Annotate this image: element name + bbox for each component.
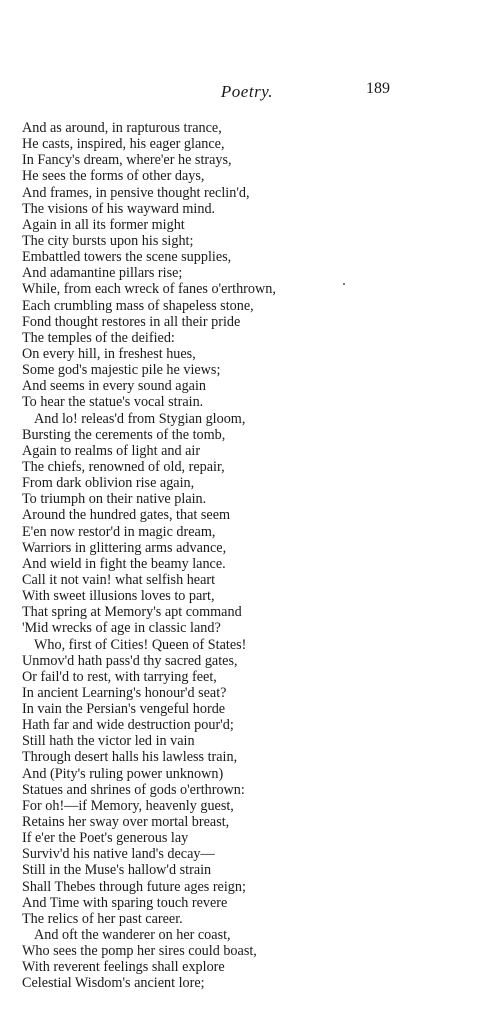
poem-line: And (Pity's ruling power unknown): [22, 765, 224, 782]
poem-line: And lo! releas'd from Stygian gloom,: [34, 410, 246, 427]
poem-line: The relics of her past career.: [22, 910, 183, 927]
poem-line: Embattled towers the scene supplies,: [22, 249, 232, 266]
poem-line: Or fail'd to rest, with tarrying feet,: [22, 668, 217, 685]
poem-line: Call it not vain! what selfish heart: [22, 571, 216, 588]
poem-line: Again in all its former might: [22, 216, 185, 233]
poem-line: With reverent feelings shall explore: [22, 959, 225, 976]
poem-line: Each crumbling mass of shapeless stone,: [22, 297, 254, 314]
poem-line: And wield in fight the beamy lance.: [22, 555, 226, 572]
poem-line: In vain the Persian's vengeful horde: [22, 701, 226, 718]
poem-line: Surviv'd his native land's decay—: [22, 846, 215, 863]
poem-line: The city bursts upon his sight;: [22, 232, 194, 249]
poem-line: 'Mid wrecks of age in classic land?: [22, 620, 221, 637]
poem-line: Unmov'd hath pass'd thy sacred gates,: [22, 652, 238, 669]
poem-line: Hath far and wide destruction pour'd;: [22, 717, 234, 734]
poem-line: The chiefs, renowned of old, repair,: [22, 458, 225, 475]
poem-line: In Fancy's dream, where'er he strays,: [22, 152, 232, 169]
poem-line: While, from each wreck of fanes o'erthrown,: [22, 281, 276, 298]
poem-line: To triumph on their native plain.: [22, 491, 207, 508]
poem-text: [22, 120, 462, 992]
poem-line: And Time with sparing touch revere: [22, 894, 228, 911]
poem-line: To hear the statue's vocal strain.: [22, 394, 204, 411]
poem-line: And oft the wanderer on her coast,: [34, 927, 231, 944]
poem-line: Fond thought restores in all their pride: [22, 313, 241, 330]
poem-line: E'en now restor'd in magic dream,: [22, 523, 216, 540]
poem-line: Statues and shrines of gods o'erthrown:: [22, 781, 245, 798]
poem-line: On every hill, in freshest hues,: [22, 345, 196, 362]
poem-line: If e'er the Poet's generous lay: [22, 830, 189, 847]
poem-line: And as around, in rapturous trance,: [22, 120, 222, 136]
running-title: Poetry.: [220, 82, 274, 101]
poem-line: Through desert halls his lawless train,: [22, 749, 238, 766]
page-number: 189: [366, 80, 390, 97]
poem-line: Retains her sway over mortal breast,: [22, 814, 230, 831]
poem-line: The temples of the deified:: [22, 329, 175, 346]
poem-line: For oh!—if Memory, heavenly guest,: [22, 797, 234, 814]
poem-line: The visions of his wayward mind.: [22, 200, 216, 217]
poem-line: And seems in every sound again: [22, 378, 207, 395]
poem-line: And adamantine pillars rise;: [22, 265, 183, 282]
ink-speck: [343, 283, 345, 285]
poem-line: Around the hundred gates, that seem: [22, 507, 231, 524]
poem-line: Celestial Wisdom's ancient lore;: [22, 975, 205, 992]
poem-line: From dark oblivion rise again,: [22, 475, 195, 492]
poem-line: In ancient Learning's honour'd seat?: [22, 684, 227, 701]
poem-line: Warriors in glittering arms advance,: [22, 539, 227, 556]
poem-line: Still hath the victor led in vain: [22, 733, 195, 750]
poem-line: Some god's majestic pile he views;: [22, 362, 221, 379]
poem-line: And frames, in pensive thought reclin'd,: [22, 184, 250, 201]
poem-line: Bursting the cerements of the tomb,: [22, 426, 226, 443]
poem-line: That spring at Memory's apt command: [22, 604, 242, 621]
poem-line: Shall Thebes through future ages reign;: [22, 878, 246, 895]
poem-line: He sees the forms of other days,: [22, 168, 205, 185]
poem-line: Again to realms of light and air: [22, 442, 201, 459]
poem-line: He casts, inspired, his eager glance,: [22, 136, 225, 153]
poem-line: Who sees the pomp her sires could boast,: [22, 943, 257, 960]
poem-line: With sweet illusions loves to part,: [22, 588, 215, 605]
poem-line: Who, first of Cities! Queen of States!: [34, 636, 247, 653]
poem-line: Still in the Muse's hallow'd strain: [22, 862, 212, 879]
